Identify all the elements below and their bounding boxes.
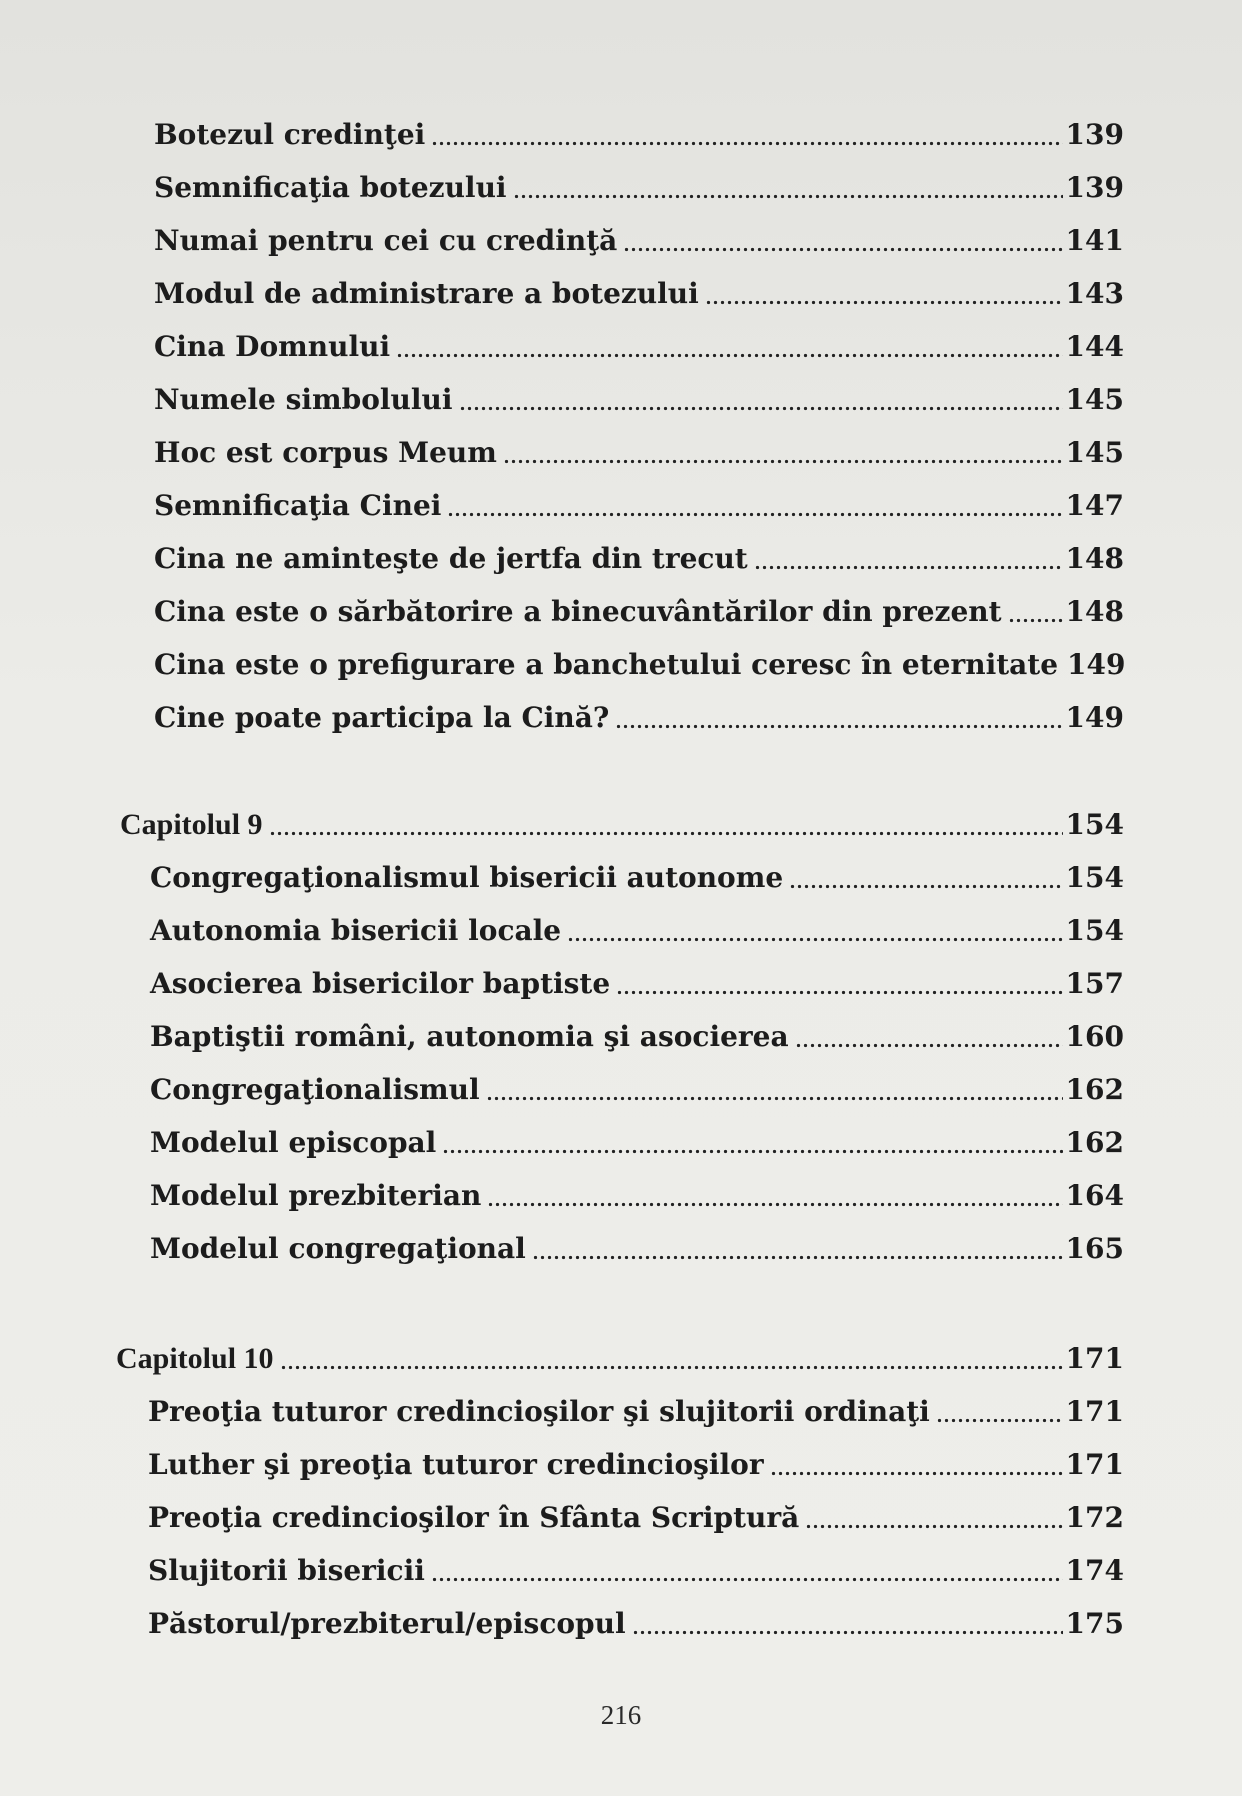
toc-entry [154, 695, 1124, 735]
dot-leader [513, 170, 1063, 200]
dot-leader [396, 329, 1062, 359]
toc-entry [154, 112, 1124, 152]
toc-chapter-title: Capitolul 10 [116, 1342, 274, 1375]
toc-entry [150, 1120, 1124, 1160]
dot-leader [459, 382, 1063, 412]
toc-entry [150, 908, 1124, 948]
toc-entry [148, 1495, 1124, 1535]
toc-entry [150, 1173, 1124, 1213]
toc-entry [150, 1067, 1124, 1107]
toc-entry-page: 171 [1065, 1395, 1124, 1428]
toc-entry-page: 154 [1065, 861, 1124, 894]
toc-entry-page: 171 [1065, 1342, 1124, 1375]
toc-entry-title: Cina este o sărbătorire a binecuvântărilor din prezent [154, 595, 1002, 628]
dot-leader [623, 223, 1062, 253]
toc-entry-page: 144 [1065, 330, 1124, 363]
toc-entry [150, 961, 1124, 1001]
toc-entry [148, 1442, 1124, 1482]
toc-chapter [116, 1336, 1124, 1376]
dot-leader [936, 1394, 1063, 1424]
toc-entry-page: 154 [1065, 914, 1124, 947]
toc-entry-title: Preoţia tuturor credincioşilor şi slujitorii ordinaţi [148, 1395, 930, 1428]
toc-entry-title: Semnificaţia Cinei [154, 489, 442, 522]
toc-entry-page: 174 [1065, 1554, 1124, 1587]
toc-entry-page: 141 [1065, 224, 1124, 257]
dot-leader [280, 1341, 1063, 1371]
dot-leader [447, 488, 1062, 518]
toc-entry-page: 149 [1067, 648, 1126, 681]
dot-leader [1008, 594, 1063, 624]
toc-entry-page: 175 [1065, 1607, 1124, 1640]
dot-leader [615, 700, 1062, 730]
toc-entry [154, 218, 1124, 258]
toc-entry [154, 430, 1124, 470]
dot-leader [567, 913, 1062, 943]
toc-entry-title: Congregaţionalismul [150, 1073, 480, 1106]
toc-entry-title: Semnificaţia botezului [154, 171, 507, 204]
toc-entry [154, 165, 1124, 205]
toc-entry-page: 139 [1065, 171, 1124, 204]
toc-entry-page: 171 [1065, 1448, 1124, 1481]
toc-entry-title: Numai pentru cei cu credinţă [154, 224, 618, 257]
toc-entry-title: Baptiştii români, autonomia şi asocierea [150, 1020, 789, 1053]
toc-entry [154, 324, 1124, 364]
toc-entry [154, 377, 1124, 417]
toc-entry-title: Modelul prezbiterian [150, 1179, 482, 1212]
toc-entry-title: Numele simbolului [154, 383, 453, 416]
toc-entry-page: 164 [1065, 1179, 1124, 1212]
toc-entry-title: Botezul credinţei [154, 118, 426, 151]
toc-entry-title: Modul de administrare a botezului [154, 277, 699, 310]
toc-entry-title: Cine poate participa la Cină? [154, 701, 610, 734]
dot-leader [616, 966, 1062, 996]
toc-entry-page: 162 [1065, 1073, 1124, 1106]
dot-leader [532, 1231, 1063, 1261]
toc-entry-title: Modelul congregaţional [150, 1232, 526, 1265]
toc-entry [154, 536, 1124, 576]
dot-leader [503, 435, 1063, 465]
toc-entry-page: 148 [1065, 595, 1124, 628]
toc-entry-title: Slujitorii bisericii [148, 1554, 425, 1587]
toc-chapter-title: Capitolul 9 [120, 808, 263, 841]
toc-entry-page: 162 [1065, 1126, 1124, 1159]
dot-leader [442, 1125, 1062, 1155]
dot-leader [487, 1178, 1062, 1208]
toc-chapter [120, 802, 1124, 842]
toc-entry-title: Asocierea bisericilor baptiste [150, 967, 611, 1000]
toc-entry-page: 157 [1065, 967, 1124, 1000]
dot-leader [431, 117, 1062, 147]
toc-entry-title: Luther şi preoţia tuturor credincioşilor [148, 1448, 764, 1481]
page-number: 216 [600, 1700, 642, 1730]
toc-entry [154, 642, 1124, 682]
toc-entry [148, 1601, 1124, 1641]
toc-entry-page: 139 [1065, 118, 1124, 151]
toc-entry-title: Autonomia bisericii locale [150, 914, 562, 947]
toc-entry-page: 148 [1065, 542, 1124, 575]
dot-leader [431, 1553, 1063, 1583]
dot-leader [770, 1447, 1063, 1477]
toc-entry [150, 855, 1124, 895]
toc-entry [154, 271, 1124, 311]
dot-leader [486, 1072, 1063, 1102]
toc-entry-page: 145 [1065, 436, 1124, 469]
toc-entry-page: 147 [1065, 489, 1124, 522]
dot-leader [705, 276, 1063, 306]
toc-entry-title: Cina Domnului [154, 330, 391, 363]
toc-entry-page: 154 [1065, 808, 1124, 841]
toc-entry-page: 143 [1065, 277, 1124, 310]
toc-entry [148, 1389, 1124, 1429]
toc-entry-title: Preoţia credincioşilor în Sfânta Scriptură [148, 1501, 800, 1534]
toc-entry-page: 145 [1065, 383, 1124, 416]
toc-entry-title: Modelul episcopal [150, 1126, 437, 1159]
dot-leader [754, 541, 1063, 571]
dot-leader [795, 1019, 1063, 1049]
toc-entry [150, 1014, 1124, 1054]
toc-entry [154, 589, 1124, 629]
toc-entry-title: Cina ne aminteşte de jertfa din trecut [154, 542, 748, 575]
dot-leader [269, 807, 1063, 837]
toc-entry-page: 149 [1065, 701, 1124, 734]
toc-entry [154, 483, 1124, 523]
toc-entry-title: Hoc est corpus Meum [154, 436, 497, 469]
toc-entry-title: Cina este o prefigurare a banchetului ceresc în eternitate [154, 648, 1059, 681]
toc-entry [148, 1548, 1124, 1588]
dot-leader [805, 1500, 1062, 1530]
toc-entry-title: Păstorul/prezbiterul/episcopul [148, 1607, 626, 1640]
dot-leader [632, 1606, 1063, 1636]
dot-leader [789, 860, 1062, 890]
toc-entry-page: 165 [1065, 1232, 1124, 1265]
toc-entry [150, 1226, 1124, 1266]
toc-entry-page: 172 [1065, 1501, 1124, 1534]
toc-entry-page: 160 [1065, 1020, 1124, 1053]
toc-entry-title: Congregaţionalismul bisericii autonome [150, 861, 784, 894]
